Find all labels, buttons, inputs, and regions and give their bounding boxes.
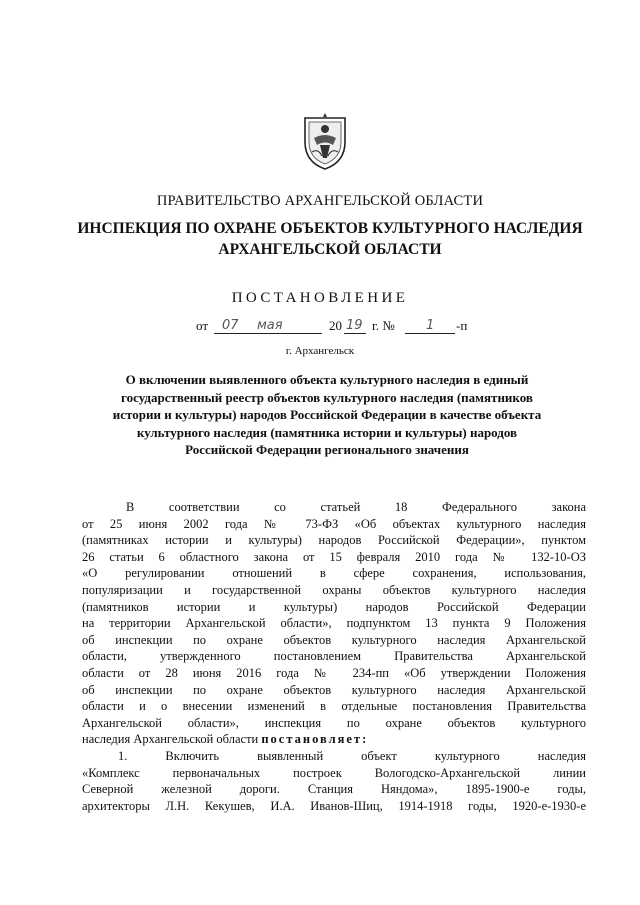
body-line-resolution <box>82 731 586 748</box>
document-body <box>82 499 586 814</box>
body-line: области и о внесении изменений в отдельные постановления Правительства <box>82 699 586 714</box>
body-line: на территории Архангельской области», подпунктом 13 пункта 9 Положения <box>82 616 586 631</box>
date-month: мая <box>257 318 283 333</box>
date-prefix: от <box>196 318 209 333</box>
title-line: Российской Федерации регионального значения <box>185 442 469 457</box>
inspection-name-line: ИНСПЕКЦИЯ ПО ОХРАНЕ ОБЪЕКТОВ КУЛЬТУРНОГО НАСЛЕДИЯ <box>77 220 583 237</box>
title-line: культурного наследия (памятника истории и культуры) народов <box>136 424 518 440</box>
year-suffix: 19 <box>346 318 363 333</box>
body-line: «О регулировании отношений в сфере сохранения, использования, <box>82 566 586 581</box>
body-line: об инспекции по охране объектов культурного наследия Архангельской <box>82 682 586 697</box>
government-name: ПРАВИТЕЛЬСТВО АРХАНГЕЛЬСКОЙ ОБЛАСТИ <box>156 193 484 209</box>
item-line: «Комплекс первоначальных построек Вологодско-Архангельской линии <box>82 765 586 780</box>
year-number-label: г. № <box>372 318 395 333</box>
coat-of-arms-emblem <box>300 112 350 172</box>
document-number: 1 <box>426 318 435 333</box>
title-line: истории и культуры) народов Российской Федерации в качестве объекта <box>112 407 542 422</box>
body-line: популяризации и государственной охраны объектов культурного наследия <box>82 582 586 597</box>
date-day: 07 <box>222 318 239 333</box>
resolves-keyword: постановляет: <box>261 732 369 747</box>
body-line: Архангельской области», инспекция по охране объектов культурного <box>82 715 586 730</box>
body-line: (памятниках истории и культуры) народов Российской Федерации», пунктом <box>82 533 586 548</box>
inspection-name <box>60 218 600 260</box>
body-line: об инспекции по охране объектов культурного наследия Архангельской <box>82 632 586 647</box>
body-line: от 25 июня 2002 года № 73-ФЗ «Об объектах культурного наследия <box>82 516 586 531</box>
body-line: В соответствии со статьей 18 Федерального закона <box>126 500 586 514</box>
year-prefix: 20 <box>329 318 342 333</box>
item-line: 1. Включить выявленный объект культурного наследия <box>118 748 586 763</box>
title-line: государственный реестр объектов культурного наследия (памятников <box>121 389 533 405</box>
number-suffix: -п <box>456 318 468 333</box>
body-line: области, утвержденного постановлением Правительства Архангельской <box>82 649 586 664</box>
title-line: О включении выявленного объекта культурного наследия в единый <box>125 372 529 387</box>
date-number-line <box>0 318 640 336</box>
body-line: 26 статьи 6 областного закона от 15 февраля 2010 года № 132-10-ОЗ <box>82 549 586 564</box>
body-line: области от 28 июня 2016 года № 234-пп «Об утверждении Положения <box>82 665 586 680</box>
inspection-name-line: АРХАНГЕЛЬСКОЙ ОБЛАСТИ <box>218 241 442 258</box>
item-line: Северной железной дороги. Станция Няндома», 1895-1900-е годы, <box>82 782 586 797</box>
document-type: ПОСТАНОВЛЕНИЕ <box>231 290 409 306</box>
document-title <box>92 371 562 459</box>
body-line: (памятников истории и культуры) народов Российской Федерации <box>82 599 586 614</box>
body-last-prefix: наследия Архангельской области <box>82 732 262 747</box>
city: г. Архангельск <box>285 345 355 357</box>
item-line: архитекторы Л.Н. Кекушев, И.А. Иванов-Шиц, 1914-1918 годы, 1920-е-1930-е <box>82 798 586 813</box>
